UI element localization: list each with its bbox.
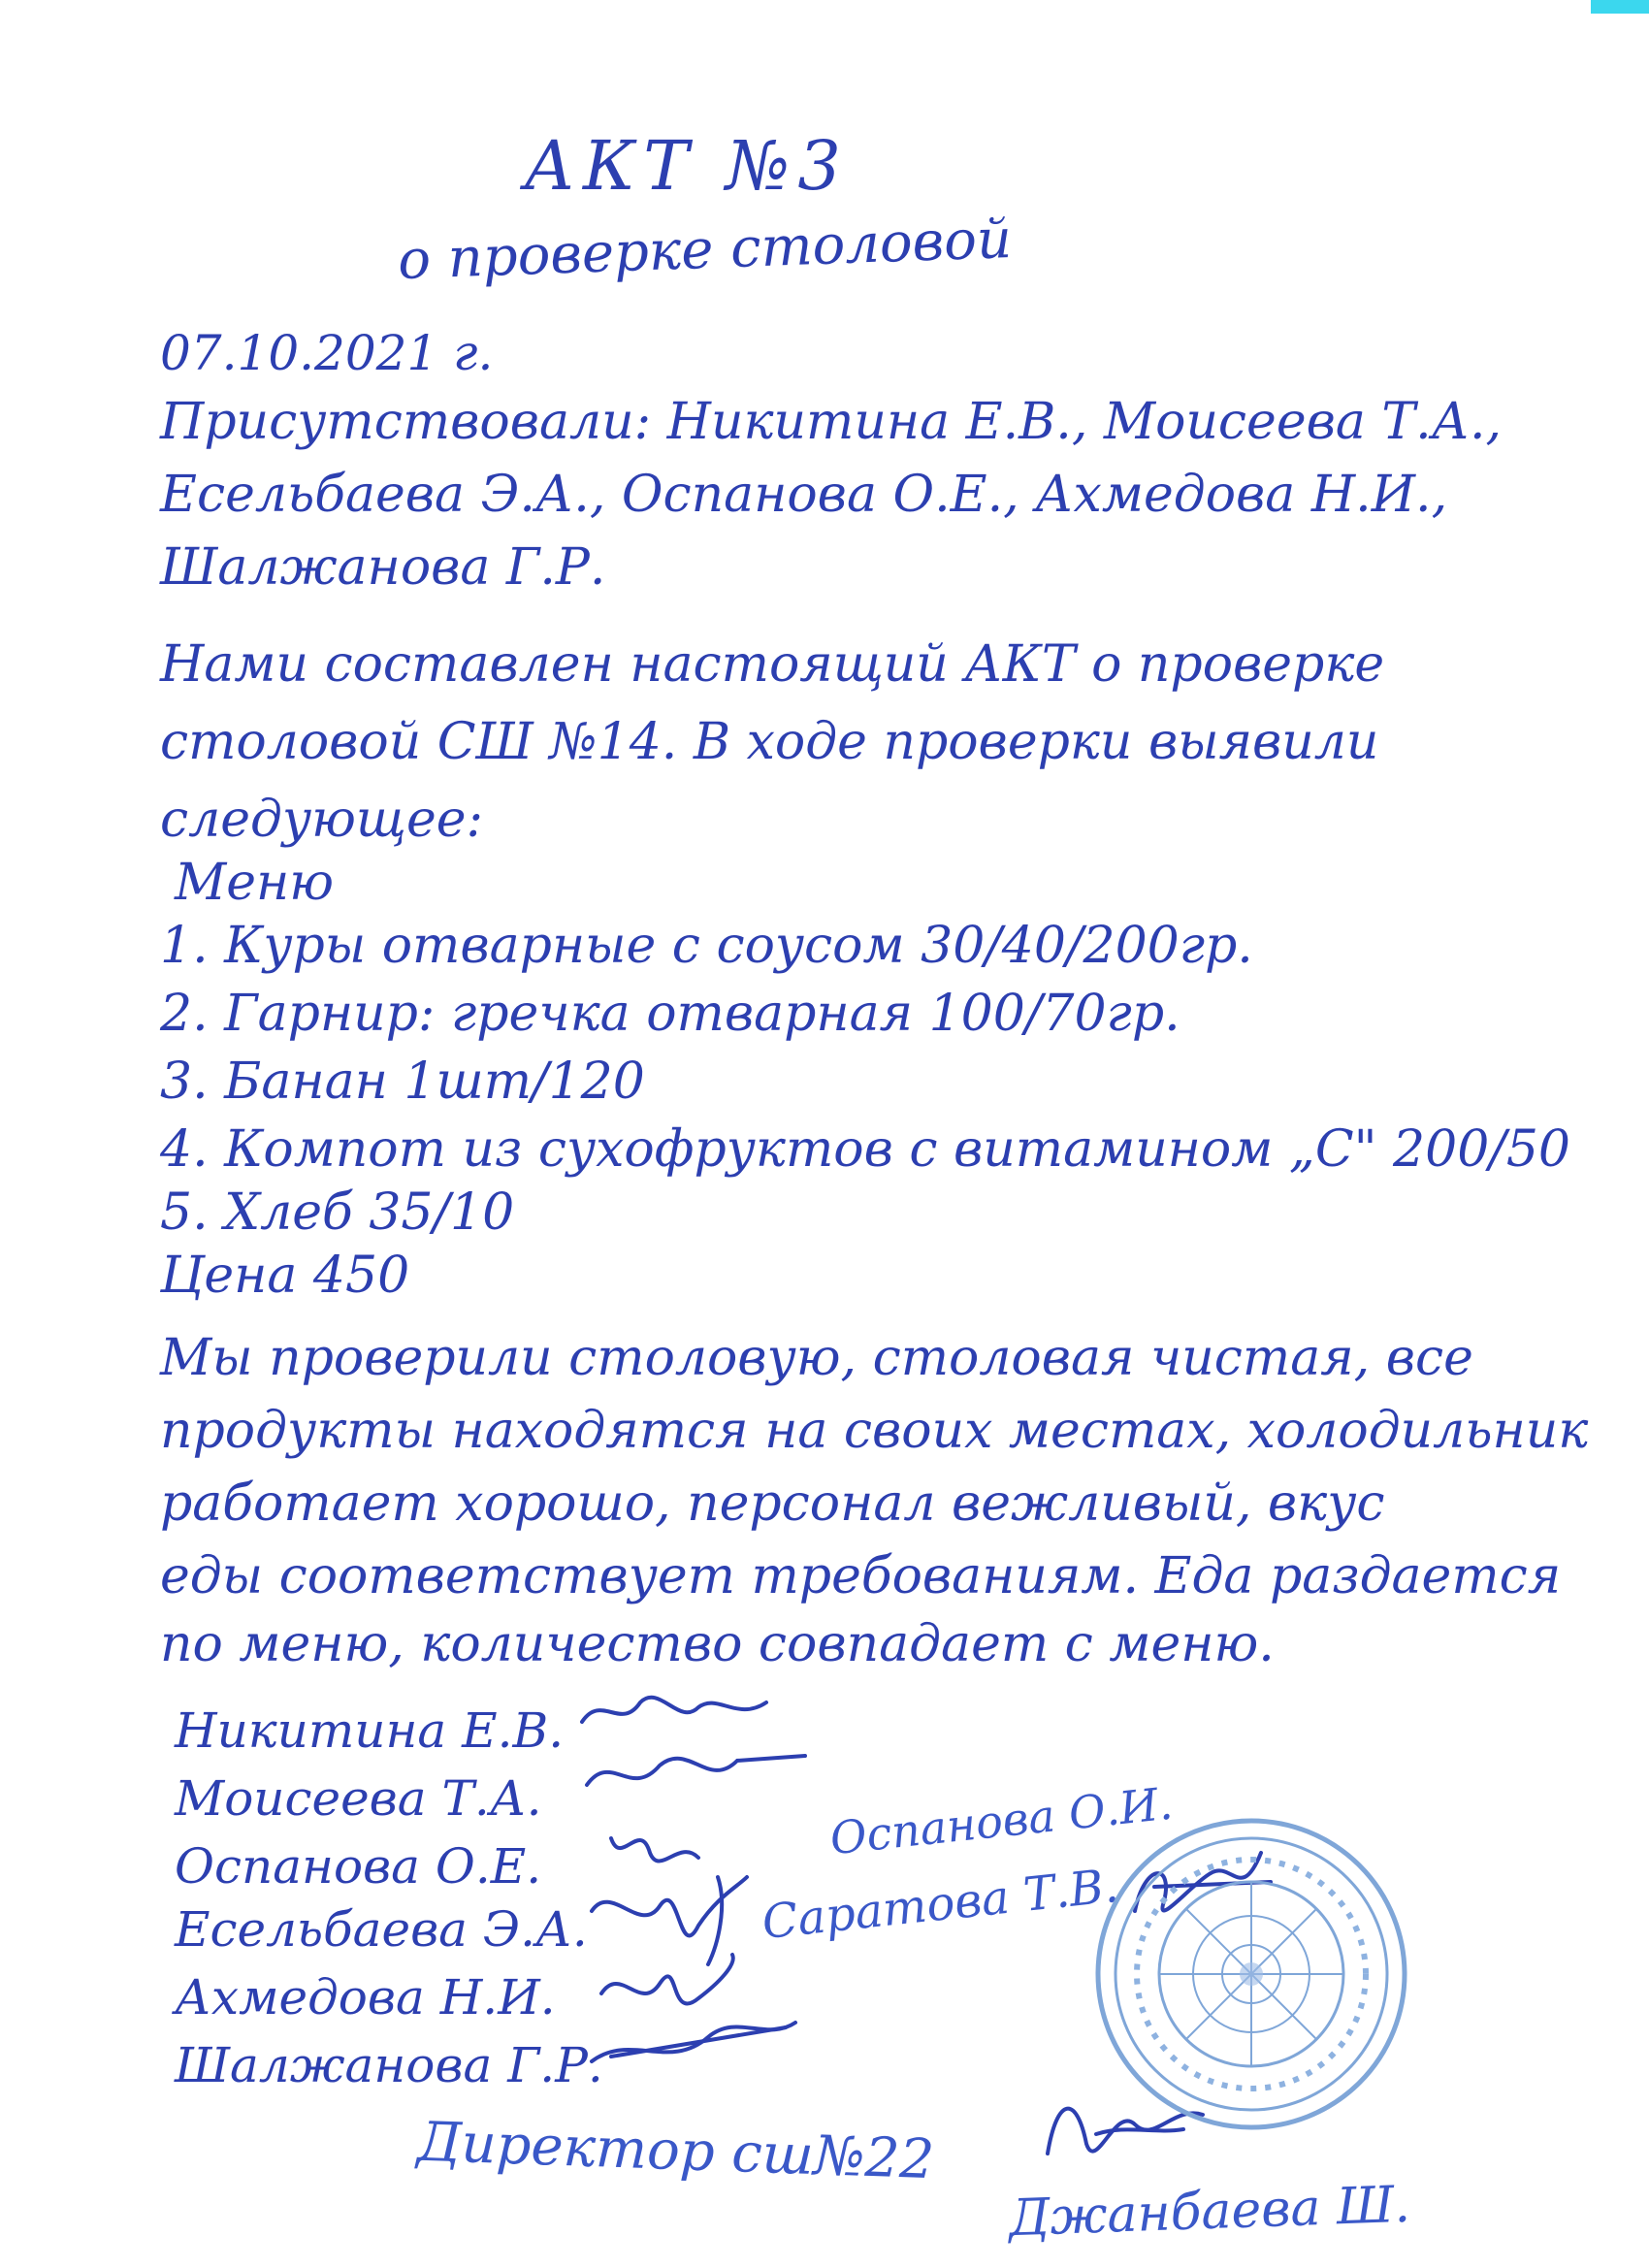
signatory: Моисеева Т.А. bbox=[175, 1770, 542, 1827]
attendees-line: Шалжанова Г.Р. bbox=[160, 538, 606, 597]
conclusion-line: продукты находятся на своих местах, холодильник bbox=[160, 1402, 1589, 1460]
document-date: 07.10.2021 г. bbox=[160, 325, 494, 381]
menu-item: 4. Компот из сухофруктов с витамином „С" 200/50 bbox=[160, 1120, 1570, 1179]
attendees-line: Присутствовали: Никитина Е.В., Моисеева Т.А., bbox=[160, 393, 1503, 451]
menu-item: 1. Куры отварные с соусом 30/40/200гр. bbox=[160, 917, 1253, 975]
conclusion-line: еды соответствует требованиям. Еда раздается bbox=[160, 1547, 1562, 1605]
intro-line: Нами составлен настоящий АКТ о проверке bbox=[160, 635, 1385, 694]
document-title: АКТ №3 bbox=[524, 126, 849, 206]
menu-item: 2. Гарнир: гречка отварная 100/70гр. bbox=[160, 985, 1180, 1043]
extra-signatory: Оспанова О.И. bbox=[827, 1776, 1176, 1865]
extra-signatory: Саратова Т.В. bbox=[760, 1858, 1121, 1951]
signature-scribbles bbox=[572, 1673, 824, 2081]
intro-line: столовой СШ №14. В ходе проверки выявили bbox=[160, 713, 1379, 771]
price: Цена 450 bbox=[160, 1247, 410, 1305]
menu-item: 3. Банан 1шт/120 bbox=[160, 1053, 645, 1111]
official-seal bbox=[1091, 1814, 1411, 2134]
corner-mark bbox=[1591, 0, 1649, 14]
signatory: Шалжанова Г.Р. bbox=[175, 2037, 603, 2093]
conclusion-line: по меню, количество совпадает с меню. bbox=[160, 1615, 1275, 1673]
menu-item: 5. Хлеб 35/10 bbox=[160, 1183, 515, 1242]
menu-heading: Меню bbox=[175, 854, 335, 912]
signatory: Есельбаева Э.А. bbox=[175, 1901, 588, 1958]
conclusion-line: работает хорошо, персонал вежливый, вкус bbox=[160, 1474, 1385, 1533]
director-name: Джанбаева Ш. bbox=[1008, 2175, 1411, 2249]
signatory: Никитина Е.В. bbox=[175, 1702, 565, 1759]
intro-line: следующее: bbox=[160, 791, 484, 849]
director-label: Директор сш№22 bbox=[416, 2110, 936, 2192]
attendees-line: Есельбаева Э.А., Оспанова О.Е., Ахмедова Н.И., bbox=[160, 466, 1448, 524]
signatory: Ахмедова Н.И. bbox=[175, 1969, 556, 2025]
signatory: Оспанова О.Е. bbox=[175, 1838, 542, 1895]
conclusion-line: Мы проверили столовую, столовая чистая, все bbox=[160, 1329, 1473, 1387]
document-subtitle: о проверке столовой bbox=[397, 207, 1013, 293]
